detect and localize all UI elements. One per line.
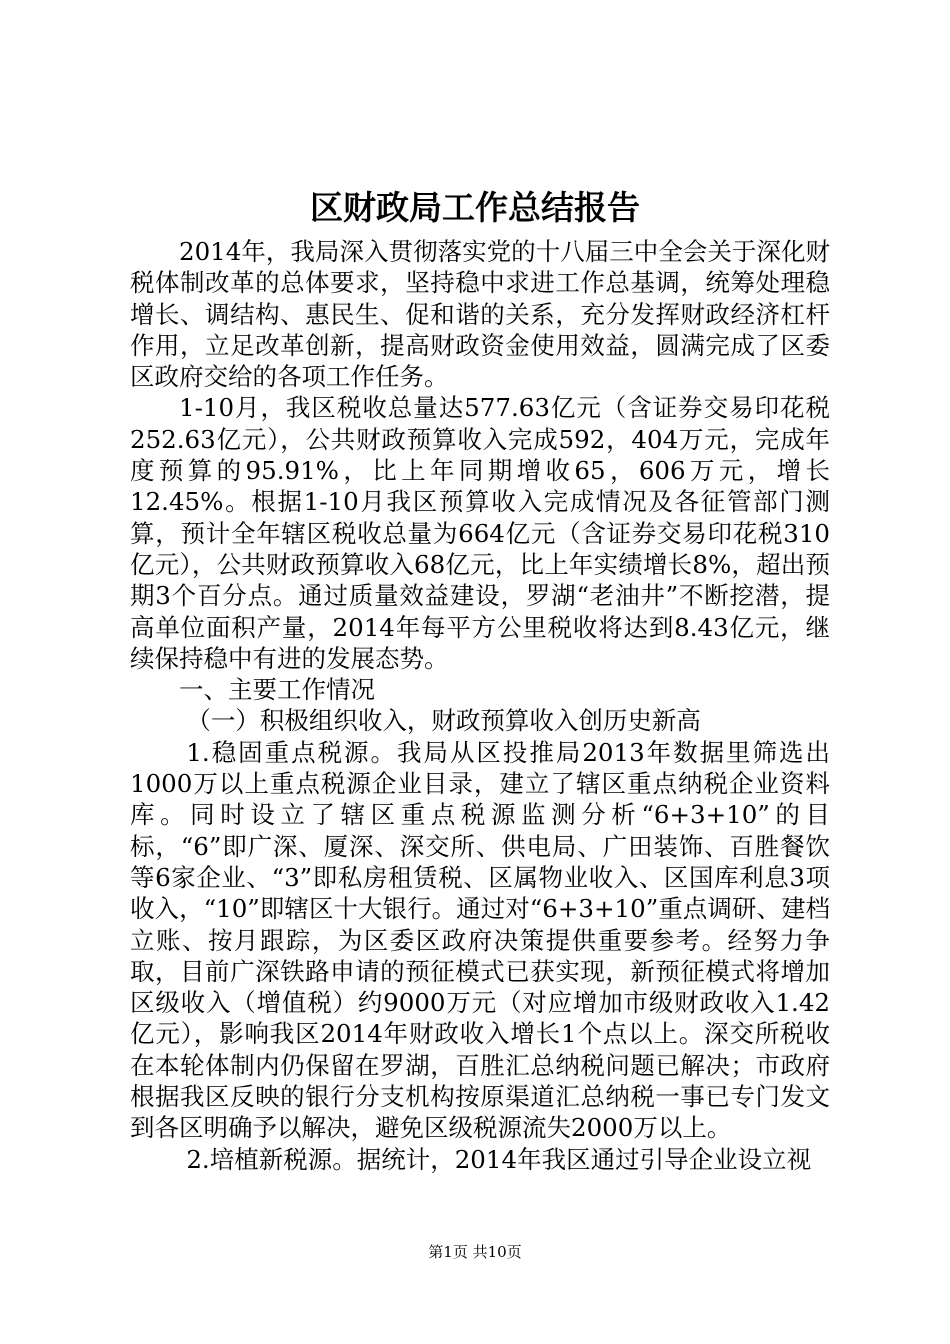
list-item-1: 1.稳固重点税源。我局从区投推局2013年数据里筛选出1000万以上重点税源企业目录，建立了辖区重点纳税企业资料库。同时设立了辖区重点税源监测分析“6+3+10”的目标，“6”即广深、厦深、深交所、供电局、广田装饰、百胜餐饮等6家企业、“3”即私房租赁税、区属物业收入、区国库利息3项收入，“10”即辖区十大银行。通过对“6+3+10”重点调研、建档立账、按月跟踪，为区委区政府决策提供重要参考。经努力争取，目前广深铁路申请的预征模式已获实现，新预征模式将增加区级收入（增值税）约9000万元（对应增加市级财政收入1.42亿元），影响我区2014年财政收入增长1个点以上。深交所税收在本轮体制内仍保留在罗湖，百胜汇总纳税问题已解决；市政府根据我区反映的银行分支机构按原渠道汇总纳税一事已专门发文到各区明确予以解决，避免区级税源流失2000万以上。 bbox=[130, 737, 830, 1143]
page-footer: 第1页 共10页 bbox=[428, 1243, 522, 1261]
intro-paragraph: 2014年，我局深入贯彻落实党的十八届三中全会关于深化财税体制改革的总体要求，坚持稳中求进工作总基调，统筹处理稳增长、调结构、惠民生、促和谐的关系，充分发挥财政经济杠杆作用，立足改革创新，提高财政资金使用效益，圆满完成了区委区政府交给的各项工作任务。 bbox=[130, 237, 830, 392]
document-body bbox=[130, 236, 830, 1175]
document-title: 区财政局工作总结报告 bbox=[310, 188, 640, 227]
section-heading: 一、主要工作情况 bbox=[179, 675, 375, 705]
list-item-2: 2.培植新税源。据统计，2014年我区通过引导企业设立视 bbox=[186, 1144, 812, 1174]
subsection-heading: （一）积极组织收入，财政预算收入创历史新高 bbox=[186, 706, 701, 736]
revenue-summary-paragraph: 1-10月，我区税收总量达577.63亿元（含证券交易印花税252.63亿元），公共财政预算收入完成592，404万元，完成年度预算的95.91%，比上年同期增收65，606万元，增长12.45%。根据1-10月我区预算收入完成情况及各征管部门测算，预计全年辖区税收总量为664亿元（含证券交易印花税310亿元），公共财政预算收入68亿元，比上年实绩增长8%，超出预期3个百分点。通过质量效益建设，罗湖“老油井”不断挖潜，提高单位面积产量，2014年每平方公里税收将达到8.43亿元，继续保持稳中有进的发展态势。 bbox=[130, 393, 830, 673]
